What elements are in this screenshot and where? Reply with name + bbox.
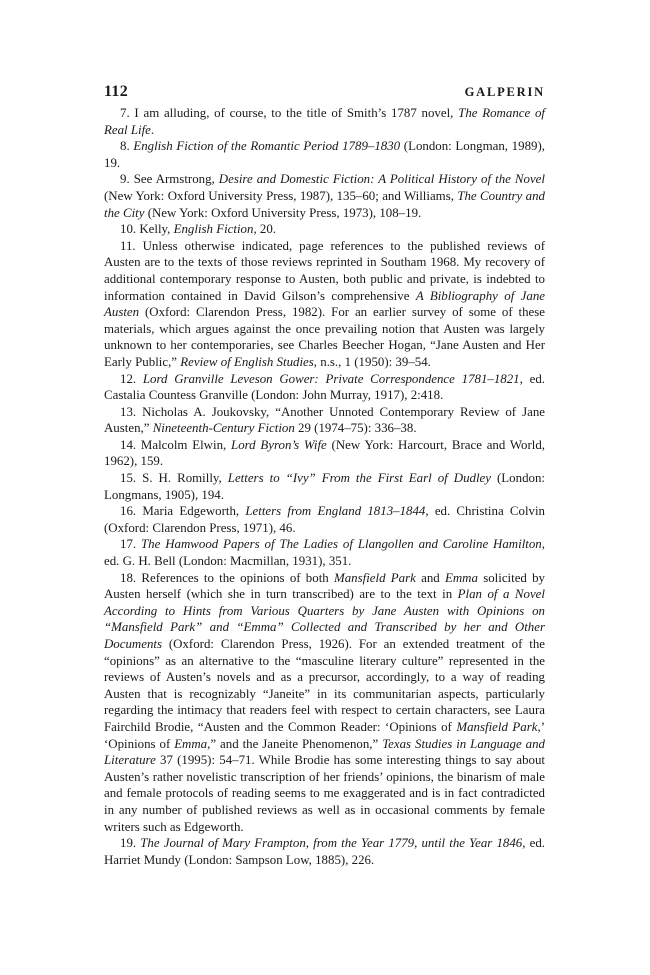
italic-title: Emma <box>444 570 478 585</box>
note-text-run: 37 (1995): 54–71. While Brodie has some interesting things to say about Austen’s rather novelistic transcription of her friends’ opinions, the binarism of male and female protocols of reading seems to me exaggerated and is in fact contradicted in any number of published reviews as well as in occasional comments by female writers such as Edgeworth. <box>104 753 545 834</box>
running-head: GALPERIN <box>464 85 545 99</box>
endnote-13 <box>104 404 545 437</box>
endnote-10 <box>104 221 545 238</box>
note-number: 9. <box>120 172 130 187</box>
note-text-run: Maria Edgeworth, <box>136 504 246 519</box>
note-text <box>104 504 545 535</box>
italic-title: The Romance of Real Life <box>104 106 545 137</box>
note-text-run: , ed. Castalia Countess Granville (London: John Murray, 1917), 2:418. <box>104 371 545 403</box>
italic-title: Mansfield Park <box>333 570 416 585</box>
note-text-run: Nicholas A. Joukovsky, “Another Unnoted Contemporary Review of Jane Austen,” <box>104 404 545 436</box>
note-number: 13. <box>120 404 137 419</box>
note-text-run: , 20. <box>253 222 277 237</box>
page-number: 112 <box>104 83 129 100</box>
italic-title: The Journal of Mary Frampton, from the Year 1779, until the Year 1846 <box>140 836 523 851</box>
italic-title: Mansfield Park <box>456 719 538 734</box>
italic-title: The Country and the City <box>104 188 545 220</box>
note-text-run: S. H. Romilly, <box>136 471 228 486</box>
note-text <box>104 836 545 867</box>
note-text <box>104 571 545 834</box>
endnote-11 <box>104 238 545 371</box>
italic-title: Nineteenth-Century Fiction <box>152 421 295 436</box>
note-text-run: (New York: Oxford University Press, 1987), 135–60; and Williams, <box>104 188 458 203</box>
note-text-run: , ed. Christina Colvin (Oxford: Clarendon Press, 1971), 46. <box>104 504 545 535</box>
italic-title: Letters to “Ivy” From the First Earl of Dudley <box>227 471 491 486</box>
note-text <box>104 106 545 137</box>
note-text <box>104 172 545 219</box>
note-text-run: ,” and the Janeite Phenomenon,” <box>207 736 383 751</box>
note-number: 16. <box>120 504 137 519</box>
italic-title: A Bibliography of Jane Austen <box>104 288 545 320</box>
note-text <box>136 222 276 236</box>
note-number: 17. <box>120 537 137 552</box>
note-text-run: (London: Longmans, 1905), 194. <box>104 471 545 502</box>
note-text-run: Unless otherwise indicated, page references to the published reviews of Austen are to the texts of those reviews reprinted in Southam 1968. My recovery of additional contemporary response to Austen, both public and private, is indebted to information contained in David Gilson’s comprehensive <box>104 238 545 303</box>
italic-title: Emma <box>174 736 208 751</box>
note-text-run: ,’ ‘Opinions of <box>104 719 545 751</box>
endnote-12 <box>104 371 545 404</box>
note-number: 7. <box>120 106 130 120</box>
note-text-run: (Oxford: Clarendon Press, 1982). For an earlier survey of some of these materials, which argues against the once prevailing notion that Austen was largely unknown to her contemporaries, see Charles Beecher Hogan, “Jane Austen and Her Early Public,” <box>104 305 545 369</box>
note-number: 19. <box>120 836 137 851</box>
note-text-run: , n.s., 1 (1950): 39–54. <box>313 354 431 369</box>
note-number: 14. <box>120 437 137 452</box>
endnote-19 <box>104 835 545 868</box>
italic-title: Plan of a Novel According to Hints from Various Quarters by Jane Austen with Opinions on “Mansfield Park” and “Emma” Collected and Transcribed by her and Other Documents <box>104 587 545 651</box>
note-number: 11. <box>120 238 136 253</box>
note-text <box>104 139 545 170</box>
note-text-run: solicited by Austen herself (which she in turn transcribed) are to the text in <box>104 570 546 602</box>
note-text-run: Kelly, <box>136 222 174 237</box>
endnotes-list <box>104 105 545 868</box>
endnote-16 <box>104 503 545 536</box>
note-text-run: References to the opinions of both <box>136 570 334 585</box>
endnote-17 <box>104 536 545 569</box>
endnote-8 <box>104 138 545 171</box>
endnote-14 <box>104 437 545 470</box>
note-text-run: and <box>415 570 445 585</box>
note-number: 12. <box>120 371 137 386</box>
note-text-run: I am alluding, of course, to the title of Smith’s 1787 novel, <box>129 106 459 120</box>
italic-title: Letters from England 1813–1844 <box>245 504 426 519</box>
note-text-run: Malcolm Elwin, <box>136 437 232 452</box>
italic-title: The Hamwood Papers of The Ladies of Llangollen and Caroline Hamilton <box>141 537 542 552</box>
page-header <box>104 83 545 101</box>
endnote-18 <box>104 570 545 836</box>
italic-title: Desire and Domestic Fiction: A Political History of the Novel <box>218 172 545 187</box>
note-text-run: (Oxford: Clarendon Press, 1926). For an extended treatment of the “opinions” as an alternative to the “masculine literary culture” represented in the reviews of Austen’s novels and as a precursor, accordingly, to a way of reading Austen that is recognizably “Janeite” in its communitarian aspects, particularly regarding the intimacy that readers feel with respect to certain characters, see Laura Fairchild Brodie, “Austen and the Common Reader: ‘Opinions of <box>104 637 545 734</box>
italic-title: Lord Granville Leveson Gower: Private Correspondence 1781–1821 <box>142 371 520 386</box>
italic-title: English Fiction of the Romantic Period 1789–1830 <box>133 139 401 154</box>
note-number: 18. <box>120 570 137 585</box>
note-number: 8. <box>120 139 130 154</box>
note-text-run: See Armstrong, <box>129 172 219 187</box>
note-text-run: 29 (1974–75): 336–38. <box>294 421 417 436</box>
note-text-run <box>136 372 143 386</box>
note-number: 10. <box>120 222 137 237</box>
note-text-run: . <box>150 122 155 137</box>
note-number: 15. <box>120 471 137 486</box>
note-text <box>104 438 545 469</box>
note-text <box>104 471 545 502</box>
note-text <box>104 239 545 369</box>
note-text <box>104 537 545 568</box>
italic-title: English Fiction <box>173 222 254 237</box>
italic-title: Review of English Studies <box>180 354 314 369</box>
endnote-9 <box>104 171 545 221</box>
note-text <box>104 372 545 403</box>
italic-title: Texas Studies in Language and Literature <box>104 736 545 768</box>
endnote-15 <box>104 470 545 503</box>
note-text-run: , ed. G. H. Bell (London: Macmillan, 1931), 351. <box>104 537 545 569</box>
note-text-run: (New York: Oxford University Press, 1973), 108–19. <box>144 205 422 220</box>
note-text-run: (New York: Harcourt, Brace and World, 1962), 159. <box>104 437 545 469</box>
italic-title: Lord Byron’s Wife <box>231 437 327 452</box>
note-text <box>104 405 545 436</box>
endnote-7 <box>104 105 545 138</box>
note-text-run: , ed. Harriet Mundy (London: Sampson Low, 1885), 226. <box>104 836 545 867</box>
note-text-run: (London: Longman, 1989), 19. <box>104 139 545 170</box>
